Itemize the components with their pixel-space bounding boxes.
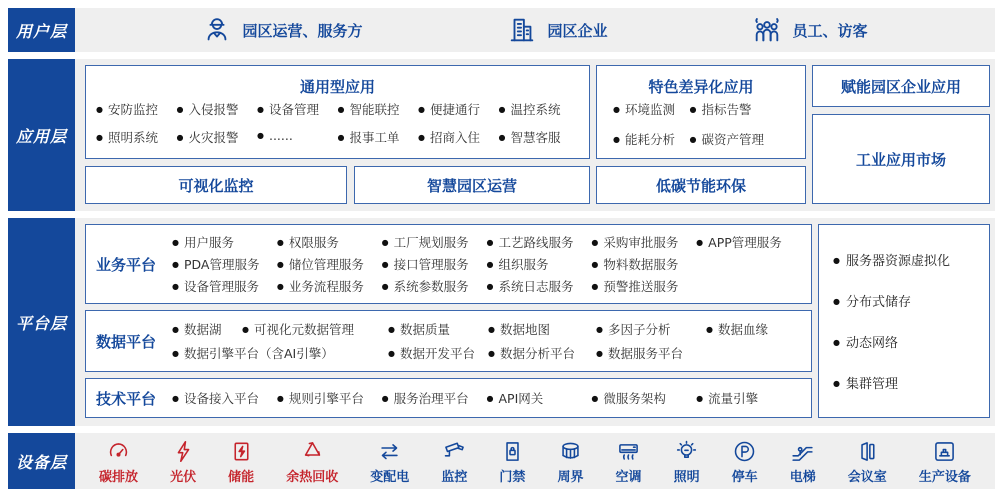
business-platform-box (85, 224, 812, 304)
industrial-market-label: 工业应用市场 (855, 150, 946, 169)
smart-park-operation-label: 智慧园区运营 (426, 176, 517, 195)
platform-item: ● 用户服务 (172, 233, 277, 251)
low-carbon-box (596, 166, 806, 204)
visual-monitoring-label: 可视化监控 (178, 176, 254, 195)
platform-body (75, 218, 995, 426)
platform-item: ● 可视化元数据管理 (242, 320, 388, 338)
featured-app-item: ● 能耗分析 (613, 130, 690, 148)
device-item-label: 电梯 (789, 470, 816, 485)
platform-item: ● 数据引擎平台（含AI引擎） (172, 344, 242, 362)
general-app-item: ● 安防监控 (96, 100, 177, 118)
empower-enterprise-box (812, 65, 990, 107)
app-col-featured (596, 65, 806, 204)
device-item (616, 439, 642, 485)
general-app-item: ● 温控系统 (499, 100, 580, 118)
platform-item: ● 系统日志服务 (487, 277, 592, 295)
featured-app-item: ● 指标告警 (690, 100, 789, 118)
general-app-item: ● 智慧客服 (499, 128, 580, 146)
platform-item: ● 数据血缘 (706, 320, 801, 338)
general-app-item: ● 设备管理 (257, 100, 338, 118)
platform-item-row (172, 255, 801, 273)
platform-item: ● 储位管理服务 (277, 255, 382, 273)
user-group (752, 15, 867, 45)
infrastructure-item: ● 服务器资源虚拟化 (833, 250, 950, 269)
app-col-right (812, 65, 990, 204)
platform-section-items (172, 229, 801, 299)
device-item (790, 439, 816, 485)
device-item-label: 变配电 (370, 470, 410, 485)
featured-apps-items (609, 100, 793, 148)
visual-monitoring-box (85, 166, 347, 204)
infrastructure-items (819, 250, 950, 392)
general-app-item: ● 招商入住 (418, 128, 499, 146)
production-machine-icon (932, 439, 957, 464)
general-app-item: ● 火灾报警 (177, 128, 258, 146)
device-item-label: 碳排放 (99, 470, 139, 485)
app-col-general (85, 65, 590, 204)
empower-enterprise-label: 赋能园区企业应用 (840, 77, 961, 96)
enterprise-building-icon (507, 15, 537, 45)
application-body (75, 59, 995, 211)
general-apps-box (85, 65, 590, 159)
platform-item: ● 数据质量 (388, 320, 488, 338)
device-item (499, 439, 525, 485)
platform-item: ● 数据湖 (172, 320, 242, 338)
platform-item (696, 277, 801, 295)
general-app-item: ● 入侵报警 (177, 100, 258, 118)
platform-item: ● PDA管理服务 (172, 255, 277, 273)
device-item (370, 439, 409, 485)
platform-item-row (172, 277, 801, 295)
user-group-label: 园区企业 (547, 21, 608, 40)
tech-platform-box (85, 378, 812, 418)
lighting-bulb-icon (674, 439, 699, 464)
platform-section-title: 业务平台 (96, 255, 157, 274)
general-apps-title: 通用型应用 (299, 78, 375, 96)
device-item (286, 439, 338, 485)
user-group (202, 15, 362, 45)
operator-icon (202, 15, 232, 45)
device-item-label: 储能 (228, 470, 255, 485)
infrastructure-item: ● 集群管理 (833, 373, 950, 392)
device-item (674, 439, 700, 485)
device-list (75, 433, 995, 489)
layer-label-user: 用户层 (8, 8, 75, 52)
platform-section-items (172, 383, 801, 413)
power-transfer-icon (377, 439, 402, 464)
featured-apps-box (596, 65, 806, 159)
device-item (732, 439, 758, 485)
platform-sections (85, 224, 812, 418)
platform-item: ● 接口管理服务 (382, 255, 487, 273)
energy-storage-icon (229, 439, 254, 464)
platform-item: ● 权限服务 (277, 233, 382, 251)
device-item (99, 439, 138, 485)
platform-item: ● 数据开发平台 (388, 344, 488, 362)
user-layer-row (8, 8, 995, 52)
platform-item: ● 数据服务平台 (596, 344, 706, 362)
user-group (507, 15, 607, 45)
featured-apps-title: 特色差异化应用 (648, 78, 754, 97)
smart-park-operation-box (354, 166, 590, 204)
user-groups (75, 8, 995, 52)
platform-item: ● APP管理服务 (696, 233, 801, 251)
platform-item (242, 344, 388, 362)
platform-section-title: 技术平台 (96, 389, 157, 408)
meeting-room-icon (855, 439, 880, 464)
escalator-icon (790, 439, 815, 464)
platform-item: ● 流量引擎 (696, 389, 801, 407)
cctv-icon (442, 439, 467, 464)
device-item (557, 439, 583, 485)
platform-item: ● 预警推送服务 (591, 277, 696, 295)
platform-item (696, 255, 801, 273)
platform-item: ● 组织服务 (487, 255, 592, 273)
device-item-label: 停车 (731, 470, 758, 485)
general-app-item: ● 智能联控 (338, 100, 419, 118)
platform-item: ● 数据地图 (488, 320, 596, 338)
parking-icon (732, 439, 757, 464)
infrastructure-item: ● 动态网络 (833, 332, 950, 351)
platform-item-row (172, 233, 801, 251)
layer-label-device: 设备层 (8, 433, 75, 489)
data-platform-box (85, 310, 812, 372)
air-conditioner-icon (616, 439, 641, 464)
device-layer-row (8, 433, 995, 489)
layer-label-application: 应用层 (8, 59, 75, 211)
general-app-item: ● 便捷通行 (418, 100, 499, 118)
platform-item: ● 物料数据服务 (591, 255, 696, 273)
infrastructure-box (818, 224, 990, 418)
platform-item: ● 工厂规划服务 (382, 233, 487, 251)
device-item-label: 生产设备 (918, 470, 971, 485)
application-layer-row (8, 59, 995, 211)
platform-item: ● 业务流程服务 (277, 277, 382, 295)
perimeter-icon (558, 439, 583, 464)
carbon-gauge-icon (106, 439, 131, 464)
device-item (228, 439, 254, 485)
platform-item: ● 系统参数服务 (382, 277, 487, 295)
platform-item: ● API网关 (487, 389, 592, 407)
platform-section-items (172, 315, 801, 367)
device-item (441, 439, 467, 485)
platform-item: ● 工艺路线服务 (487, 233, 592, 251)
heat-recycle-icon (300, 439, 325, 464)
platform-layer-row (8, 218, 995, 426)
device-item-label: 监控 (441, 470, 468, 485)
device-item (170, 439, 196, 485)
device-item (919, 439, 971, 485)
low-carbon-label: 低碳节能环保 (655, 176, 746, 195)
device-item-label: 会议室 (847, 470, 887, 485)
pv-lightning-icon (171, 439, 196, 464)
infrastructure-item: ● 分布式储存 (833, 291, 950, 310)
device-item-label: 余热回收 (286, 470, 339, 485)
layer-label-platform: 平台层 (8, 218, 75, 426)
general-app-item: ● ...... (257, 128, 338, 146)
general-app-item: ● 照明系统 (96, 128, 177, 146)
platform-item: ● 服务治理平台 (382, 389, 487, 407)
platform-item: ● 设备管理服务 (172, 277, 277, 295)
platform-item: ● 采购审批服务 (591, 233, 696, 251)
platform-item-row (172, 389, 801, 407)
door-access-icon (500, 439, 525, 464)
device-item-label: 光伏 (170, 470, 197, 485)
platform-item: ● 设备接入平台 (172, 389, 277, 407)
general-apps-items (96, 100, 579, 146)
visitors-icon (752, 15, 782, 45)
device-item-label: 门禁 (499, 470, 526, 485)
platform-item (706, 344, 801, 362)
device-item (848, 439, 887, 485)
platform-item: ● 微服务架构 (591, 389, 696, 407)
platform-item-row (172, 320, 801, 338)
device-item-label: 空调 (615, 470, 642, 485)
app-bottom-boxes (85, 166, 590, 204)
device-item-label: 照明 (673, 470, 700, 485)
industrial-market-box (812, 114, 990, 204)
featured-app-item: ● 碳资产管理 (690, 130, 789, 148)
user-group-label: 员工、访客 (792, 21, 868, 40)
platform-item: ● 规则引擎平台 (277, 389, 382, 407)
platform-section-title: 数据平台 (96, 332, 157, 351)
platform-item-row (172, 344, 801, 362)
platform-item: ● 数据分析平台 (488, 344, 596, 362)
device-item-label: 周界 (557, 470, 584, 485)
featured-app-item: ● 环境监测 (613, 100, 690, 118)
general-app-item: ● 报事工单 (338, 128, 419, 146)
user-group-label: 园区运营、服务方 (242, 21, 363, 40)
platform-item: ● 多因子分析 (596, 320, 706, 338)
